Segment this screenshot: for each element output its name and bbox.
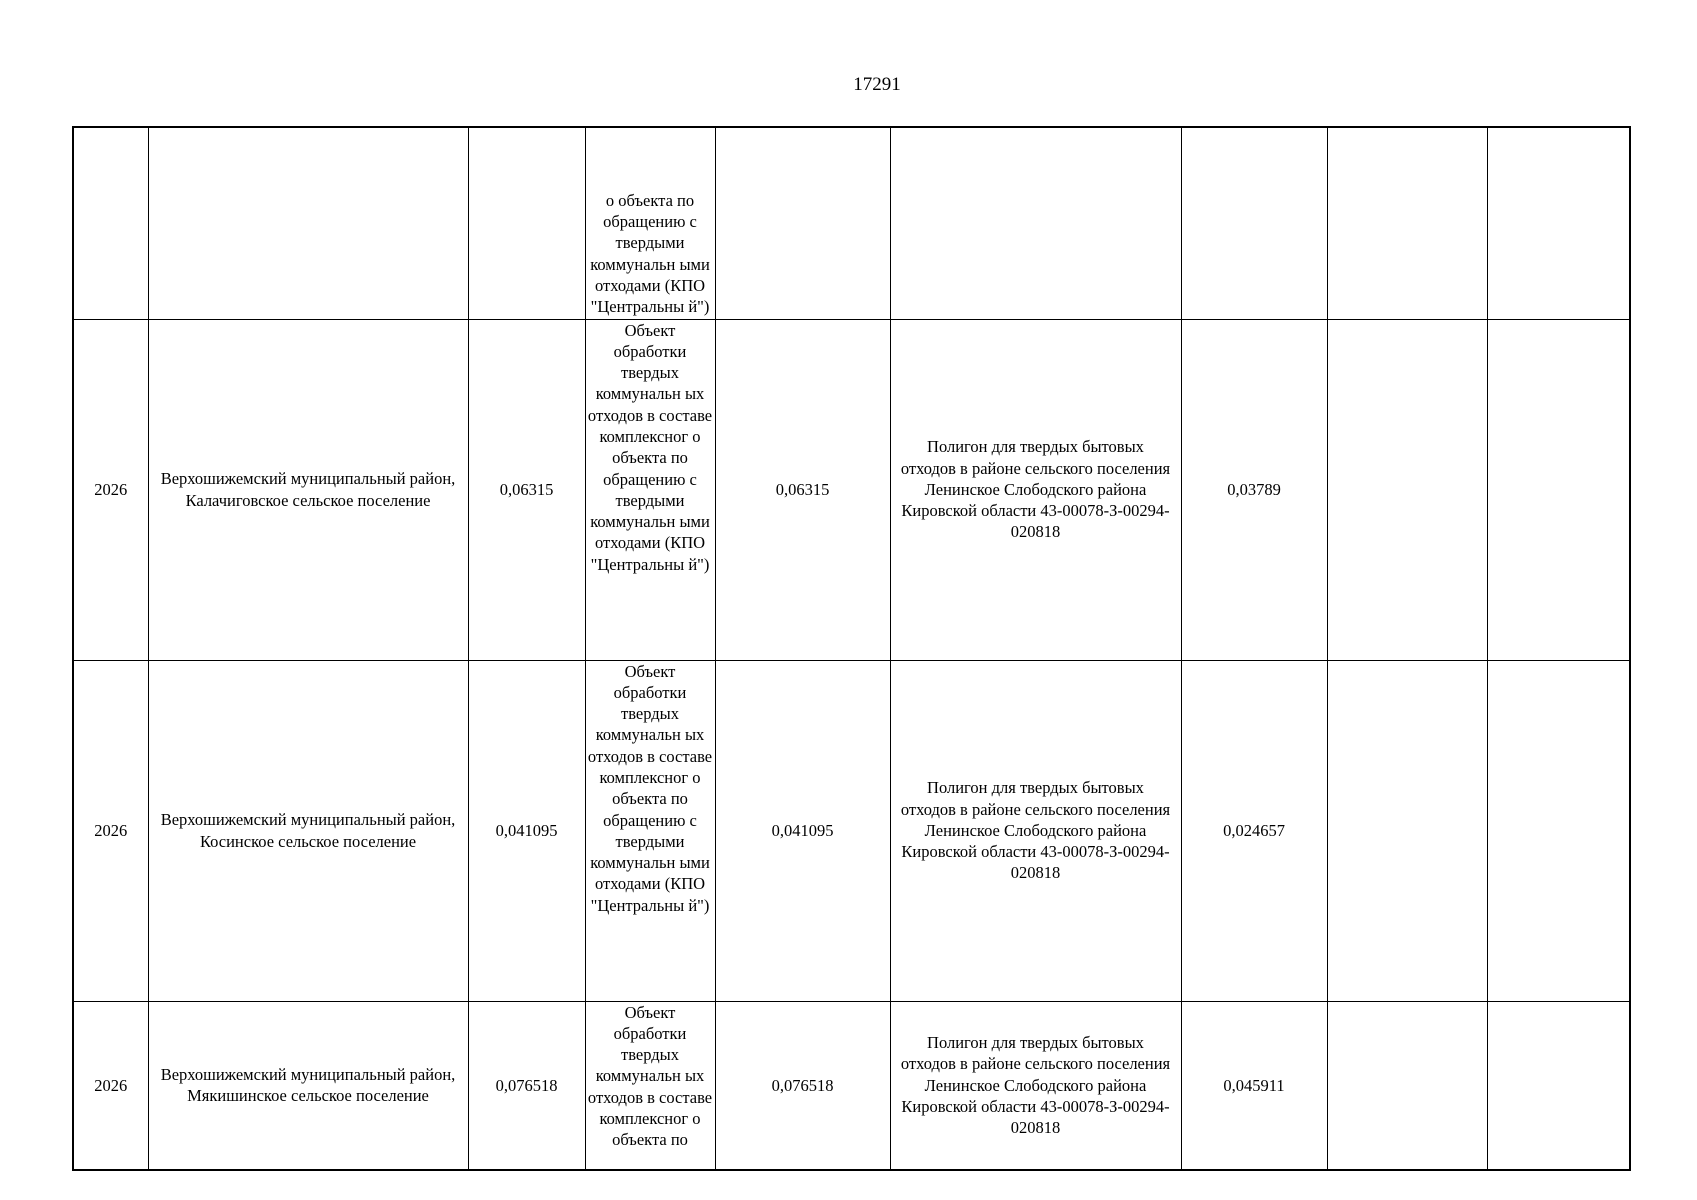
cell-year <box>73 127 148 319</box>
cell-year: 2026 <box>73 1001 148 1170</box>
cell-value1: 0,06315 <box>468 319 585 660</box>
cell-settlement <box>148 319 468 660</box>
cell-value1: 0,041095 <box>468 660 585 1001</box>
cell-settlement <box>148 660 468 1001</box>
cell-value3 <box>1181 127 1327 319</box>
cell-value2: 0,06315 <box>715 319 890 660</box>
table-row <box>73 1001 1630 1170</box>
object-text: о объекта по обращению с твердыми коммунальн ыми отходами (КПО "Центральны й") <box>590 190 710 317</box>
cell-value2: 0,041095 <box>715 660 890 1001</box>
cell-object <box>585 319 715 660</box>
object-text: Объект обработки твердых коммунальн ых отходов в составе комплексног о объекта по <box>587 1002 713 1150</box>
cell-col9 <box>1487 1001 1630 1170</box>
cell-year: 2026 <box>73 319 148 660</box>
object-text: Объект обработки твердых коммунальн ых отходов в составе комплексног о объекта по обращению с твердыми коммунальн ыми отходами (КПО "Центральны й") <box>587 320 713 574</box>
cell-object <box>585 1001 715 1170</box>
cell-landfill <box>890 319 1181 660</box>
cell-settlement <box>148 127 468 319</box>
settlement-text: Верхошижемский муниципальный район, Косинское сельское поселение <box>160 810 456 851</box>
cell-col8 <box>1327 319 1487 660</box>
cell-value3: 0,03789 <box>1181 319 1327 660</box>
cell-value2 <box>715 127 890 319</box>
page-number: 17291 <box>853 74 901 95</box>
landfill-text: Полигон для твердых бытовых отходов в районе сельского поселения Ленинское Слободского района Кировской области 43-00078-З-00294-020818 <box>900 437 1171 542</box>
landfill-text: Полигон для твердых бытовых отходов в районе сельского поселения Ленинское Слободского района Кировской области 43-00078-З-00294-020818 <box>900 1033 1171 1138</box>
settlement-text: Верхошижемский муниципальный район, Калачиговское сельское поселение <box>160 469 456 510</box>
cell-landfill <box>890 660 1181 1001</box>
cell-col8 <box>1327 660 1487 1001</box>
cell-landfill <box>890 127 1181 319</box>
cell-object <box>585 660 715 1001</box>
table-row <box>73 660 1630 1001</box>
data-table <box>72 126 1631 1171</box>
cell-col8 <box>1327 127 1487 319</box>
table-row <box>73 319 1630 660</box>
settlement-text: Верхошижемский муниципальный район, Мякишинское сельское поселение <box>160 1064 456 1106</box>
cell-value2: 0,076518 <box>715 1001 890 1170</box>
cell-value3: 0,024657 <box>1181 660 1327 1001</box>
cell-value3: 0,045911 <box>1181 1001 1327 1170</box>
cell-object <box>585 127 715 319</box>
cell-value1: 0,076518 <box>468 1001 585 1170</box>
cell-col9 <box>1487 127 1630 319</box>
cell-col8 <box>1327 1001 1487 1170</box>
cell-col9 <box>1487 660 1630 1001</box>
table-row-continuation <box>73 127 1630 319</box>
object-text: Объект обработки твердых коммунальн ых отходов в составе комплексног о объекта по обращению с твердыми коммунальн ыми отходами (КПО "Центральны й") <box>587 661 713 915</box>
cell-year: 2026 <box>73 660 148 1001</box>
cell-col9 <box>1487 319 1630 660</box>
cell-value1 <box>468 127 585 319</box>
landfill-text: Полигон для твердых бытовых отходов в районе сельского поселения Ленинское Слободского района Кировской области 43-00078-З-00294-020818 <box>900 778 1171 883</box>
cell-settlement <box>148 1001 468 1170</box>
cell-landfill <box>890 1001 1181 1170</box>
